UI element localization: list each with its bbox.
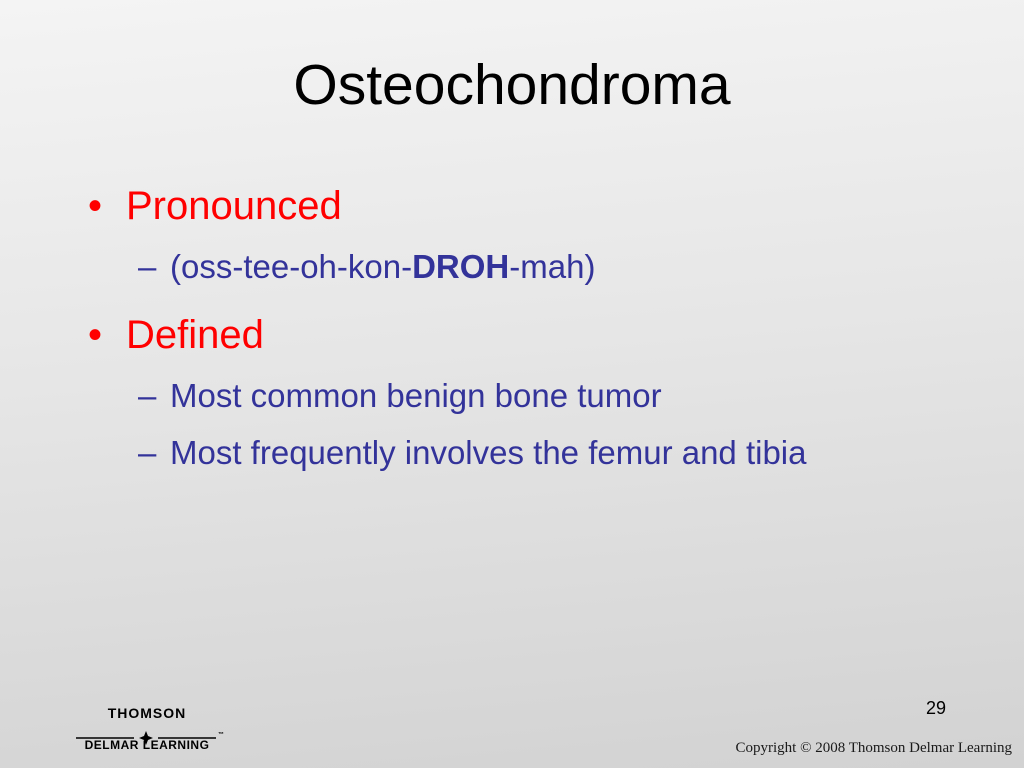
pronunciation-suffix: -mah) bbox=[509, 248, 596, 285]
bullet-glyph: • bbox=[88, 313, 103, 357]
dash-glyph: – bbox=[138, 248, 157, 285]
sub-list-defined bbox=[88, 367, 988, 481]
pronunciation-emphasis: DROH bbox=[412, 248, 510, 285]
logo-top-text: THOMSON bbox=[107, 705, 187, 721]
bullet-list bbox=[88, 178, 988, 493]
bullet-glyph: • bbox=[88, 184, 103, 228]
logo-bottom-text: DELMAR LEARNING bbox=[84, 738, 210, 752]
bullet-label: Pronounced bbox=[126, 184, 342, 228]
bullet-item-defined bbox=[88, 307, 988, 363]
logo-trademark: ™ bbox=[218, 732, 224, 738]
sub-item-text: Most common benign bone tumor bbox=[170, 377, 662, 414]
sub-item-location bbox=[88, 424, 988, 481]
pronunciation-prefix: (oss-tee-oh-kon- bbox=[170, 248, 413, 285]
bullet-item-pronounced bbox=[88, 178, 988, 234]
copyright-notice: Copyright © 2008 Thomson Delmar Learning bbox=[735, 740, 1012, 756]
thomson-delmar-logo bbox=[72, 705, 222, 755]
sub-item-pronunciation bbox=[88, 238, 988, 295]
page-number: 29 bbox=[925, 698, 946, 718]
sub-item-text: Most frequently involves the femur and tibia bbox=[170, 434, 807, 471]
sub-list-pronounced bbox=[88, 238, 988, 295]
dash-glyph: – bbox=[138, 434, 157, 471]
sub-item-definition bbox=[88, 367, 988, 424]
dash-glyph: – bbox=[138, 377, 157, 414]
bullet-label: Defined bbox=[126, 313, 264, 357]
slide-title: Osteochondroma bbox=[293, 53, 731, 117]
